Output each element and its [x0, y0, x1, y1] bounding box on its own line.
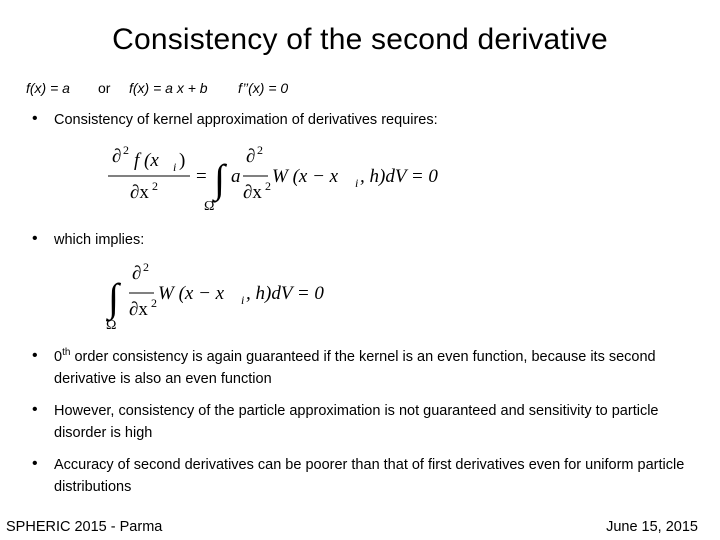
- constant-function-label: f(x) = a: [26, 80, 70, 96]
- eq2-domain: Ω: [106, 318, 117, 332]
- eq2-integral: ∫: [108, 275, 119, 320]
- eq1-equals: =: [196, 166, 207, 187]
- footer-date: June 15, 2015: [606, 519, 698, 535]
- bullet-marker: •: [32, 347, 38, 364]
- eq1-lhs-close: ): [179, 150, 186, 171]
- bullet-text-body: order consistency is again guaranteed if the kernel is an even function, because its second derivative is also an even function: [54, 349, 656, 387]
- bullet-text: Accuracy of second derivatives can be poorer than that of first derivatives even for uniform particle distributions: [54, 457, 685, 495]
- eq2-power: 2: [143, 260, 149, 274]
- bullet-text: [54, 346, 704, 390]
- or-label: or: [98, 80, 111, 96]
- eq1-lhs-den-power: 2: [152, 179, 158, 193]
- eq1-lhs-subscript: i: [173, 160, 177, 174]
- eq1-lhs-function: f (x: [134, 150, 159, 171]
- eq2-denominator: ∂x: [129, 299, 148, 320]
- eq1-lhs-partial: ∂: [112, 146, 122, 167]
- eq1-kernel-subscript: i: [355, 176, 359, 190]
- eq2-kernel-rest: , h)dV = 0: [246, 283, 324, 304]
- eq2-kernel-subscript: i: [241, 293, 245, 307]
- eq1-rhs-partial: ∂: [246, 146, 256, 167]
- bullet-text-prefix: 0: [54, 349, 63, 365]
- footer-conference: SPHERIC 2015 - Parma: [6, 519, 163, 535]
- eq2-den-power: 2: [151, 296, 157, 310]
- equation-kernel-consistency: [100, 140, 440, 214]
- eq1-integral: ∫: [214, 156, 225, 201]
- bullet-marker: •: [32, 455, 38, 472]
- eq1-coefficient: a: [231, 166, 241, 187]
- bullet-text: which implies:: [54, 232, 145, 248]
- bullet-text-superscript: th: [62, 347, 71, 359]
- eq1-rhs-denominator: ∂x: [243, 182, 262, 203]
- slide-title: Consistency of the second derivative: [112, 23, 608, 56]
- eq1-rhs-den-power: 2: [265, 179, 271, 193]
- eq1-lhs-denominator: ∂x: [130, 182, 149, 203]
- bullet-text: However, consistency of the particle approximation is not guaranteed and sensitivity to particle disorder is high: [54, 403, 659, 441]
- eq2-partial: ∂: [132, 263, 142, 284]
- eq1-kernel: W (x − x: [272, 166, 339, 187]
- bullet-marker: •: [32, 401, 38, 418]
- eq1-domain: Ω: [204, 199, 215, 214]
- eq2-kernel: W (x − x: [158, 283, 225, 304]
- eq1-lhs-power: 2: [123, 143, 129, 157]
- bullet-text: Consistency of kernel approximation of derivatives requires:: [54, 112, 438, 128]
- eq1-rhs-power: 2: [257, 143, 263, 157]
- second-derivative-label: f’’(x) = 0: [238, 80, 289, 96]
- eq1-kernel-rest: , h)dV = 0: [360, 166, 438, 187]
- linear-function-label: f(x) = a x + b: [129, 80, 208, 96]
- bullet-marker: •: [32, 230, 38, 247]
- equation-kernel-implication: [100, 258, 340, 332]
- bullet-marker: •: [32, 110, 38, 127]
